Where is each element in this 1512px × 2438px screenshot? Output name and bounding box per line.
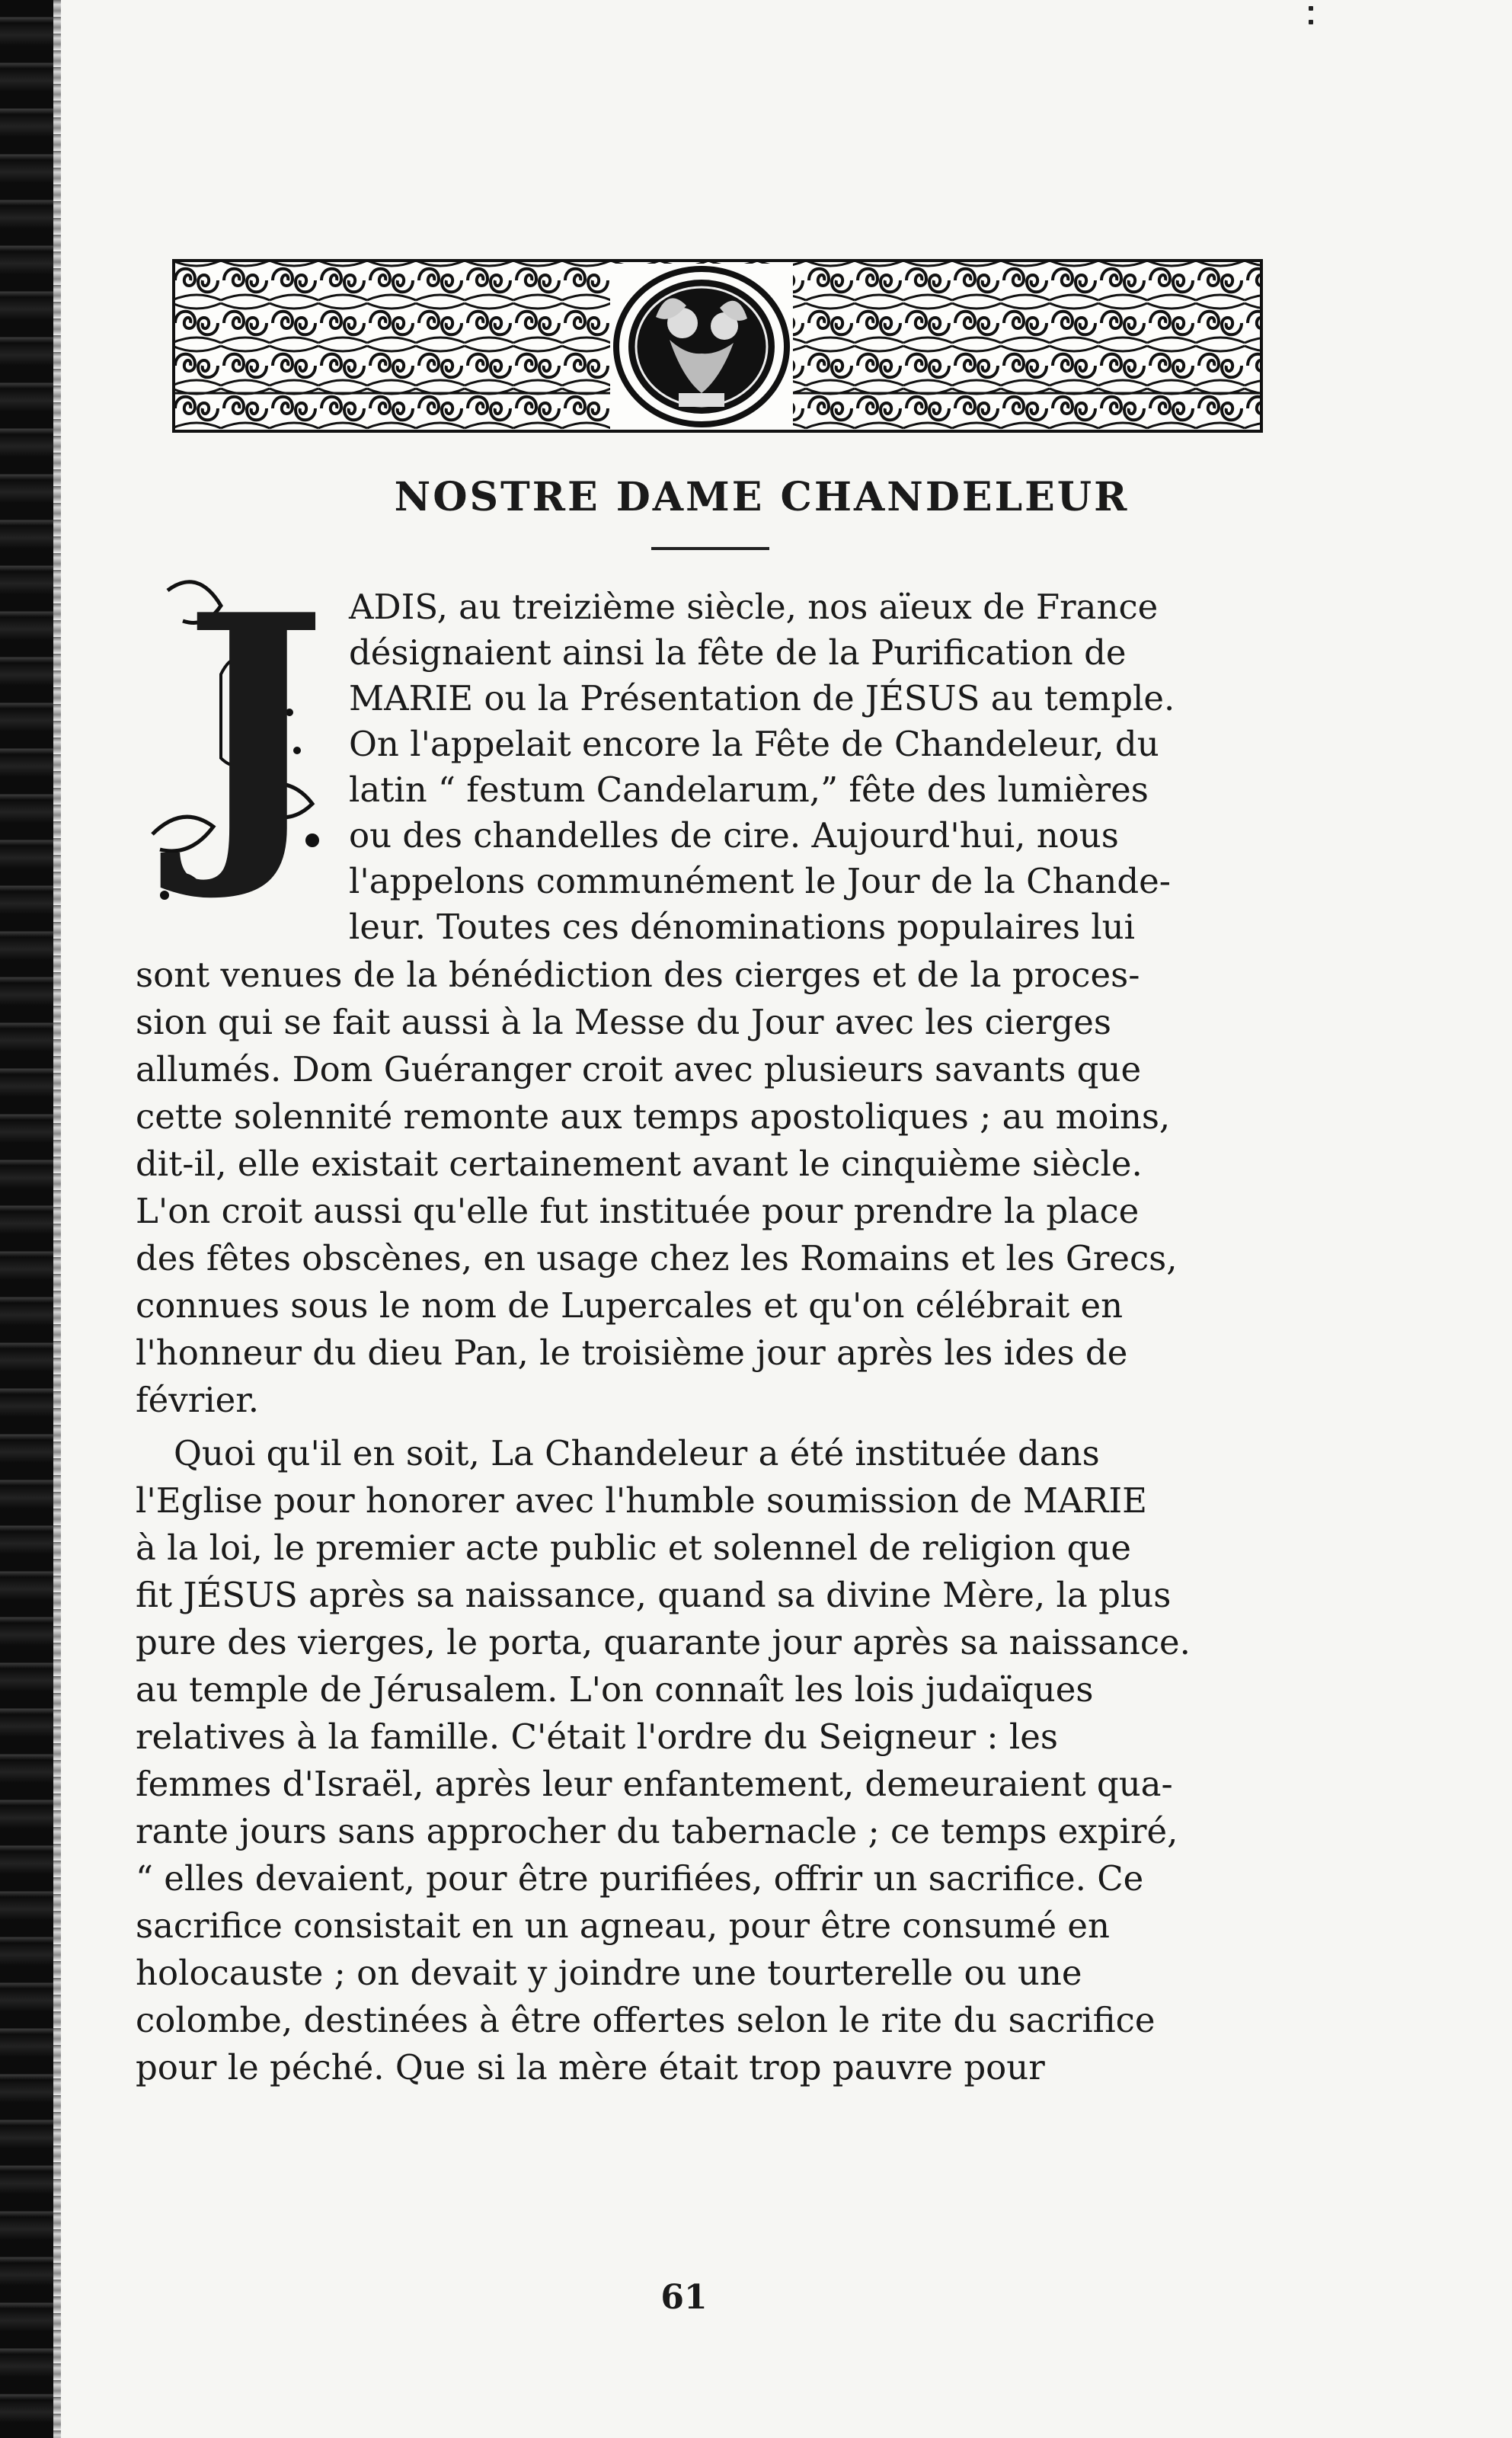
text-line: sont venues de la bénédiction des cierges et de la proces- (136, 955, 1140, 995)
text-line: ADIS, au treizième siècle, nos aïeux de France (349, 587, 1159, 627)
text-line: L'on croit aussi qu'elle fut instituée pour prendre la place (136, 1191, 1140, 1231)
text-line: femmes d'Israël, après leur enfantement, demeuraient qua- (136, 1764, 1173, 1804)
text-line: fit JÉSUS après sa naissance, quand sa divine Mère, la plus (136, 1575, 1172, 1615)
text-line: MARIE ou la Présentation de JÉSUS au temple. (349, 678, 1175, 718)
drop-cap (137, 549, 343, 918)
book-spine-shadow (0, 0, 53, 2438)
title-rule (651, 547, 769, 550)
text-line: cette solennité remonte aux temps apostoliques ; au moins, (136, 1096, 1171, 1137)
text-line: Quoi qu'il en soit, La Chandeleur a été instituée dans (174, 1433, 1100, 1473)
text-line: holocauste ; on devait y joindre une tourterelle ou une (136, 1953, 1082, 1993)
text-line: pour le péché. Que si la mère était trop pauvre pour (136, 2047, 1045, 2088)
text-line: relatives à la famille. C'était l'ordre du Seigneur : les (136, 1717, 1059, 1757)
text-line: des fêtes obscènes, en usage chez les Romains et les Grecs, (136, 1238, 1178, 1278)
text-line: rante jours sans approcher du tabernacle ; ce temps expiré, (136, 1811, 1178, 1851)
text-line: connues sous le nom de Lupercales et qu'on célébrait en (136, 1285, 1124, 1326)
drop-cap-letter: J (183, 549, 328, 907)
text-line: On l'appelait encore la Fête de Chandeleur, du (349, 724, 1159, 764)
text-line: sacrifice consistait en un agneau, pour être consumé en (136, 1905, 1111, 1946)
text-line: dit-il, elle existait certainement avant le cinquième siècle. (136, 1144, 1143, 1184)
medallion-angel-icon (610, 264, 793, 430)
text-line: pure des vierges, le porta, quarante jour après sa naissance. (136, 1622, 1191, 1662)
text-line: février. (136, 1380, 260, 1420)
chapter-title: NOSTRE DAME CHANDELEUR (394, 474, 1130, 520)
text-line: latin “ festum Candelarum,” fête des lumières (349, 769, 1149, 810)
page-edge (53, 0, 61, 2438)
text-line: colombe, destinées à être offertes selon le rite du sacrifice (136, 2000, 1156, 2040)
text-line: au temple de Jérusalem. L'on connaît les lois judaïques (136, 1669, 1094, 1710)
text-line: l'Eglise pour honorer avec l'humble soumission de MARIE (136, 1480, 1147, 1521)
page-number: 61 (660, 2278, 708, 2317)
corner-mark (1309, 6, 1313, 37)
text-line: allumés. Dom Guéranger croit avec plusieurs savants que (136, 1049, 1142, 1089)
ornamental-headpiece (172, 259, 1263, 433)
text-line: à la loi, le premier acte public et solennel de religion que (136, 1528, 1132, 1568)
text-line: “ elles devaient, pour être purifiées, offrir un sacrifice. Ce (136, 1858, 1144, 1899)
text-line: désignaient ainsi la fête de la Purification de (349, 632, 1127, 673)
text-line: l'honneur du dieu Pan, le troisième jour après les ides de (136, 1333, 1128, 1373)
text-line: leur. Toutes ces dénominations populaires lui (349, 907, 1136, 947)
text-line: ou des chandelles de cire. Aujourd'hui, nous (349, 815, 1119, 856)
text-line: sion qui se fait aussi à la Messe du Jour avec les cierges (136, 1002, 1111, 1042)
text-line: l'appelons communément le Jour de la Chande- (349, 861, 1171, 901)
